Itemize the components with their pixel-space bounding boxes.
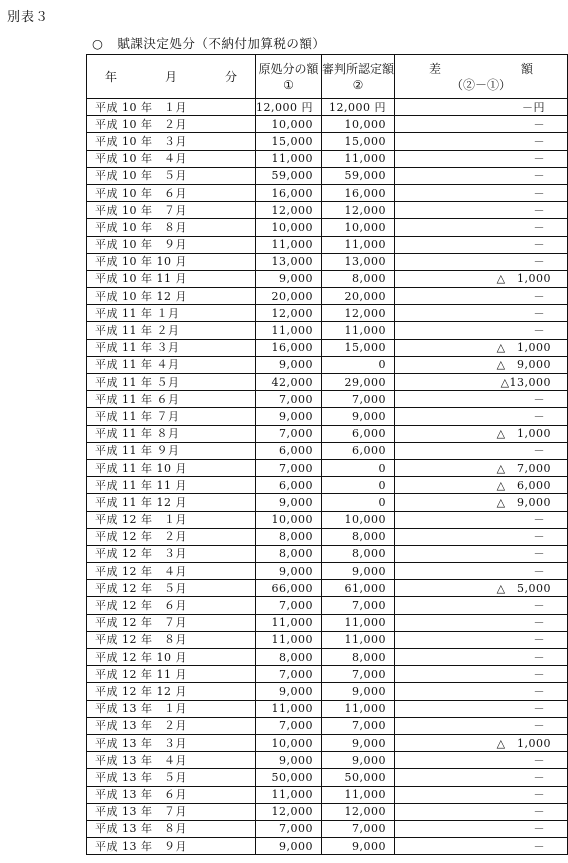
approved-amount-cell: 0 bbox=[322, 477, 395, 494]
original-amount-cell: 9,000 bbox=[256, 408, 322, 425]
month-cell: 平成 10 年 ４月 bbox=[87, 150, 256, 167]
month-cell: 平成 13 年 ９月 bbox=[87, 838, 256, 855]
original-amount-cell: 7,000 bbox=[256, 666, 322, 683]
original-amount-cell: 7,000 bbox=[256, 597, 322, 614]
month-cell: 平成 12 年 ４月 bbox=[87, 563, 256, 580]
month-cell: 平成 11 年 １月 bbox=[87, 305, 256, 322]
table-row bbox=[87, 477, 568, 494]
approved-amount-cell: 10,000 bbox=[322, 511, 395, 528]
approved-amount-cell: 9,000 bbox=[322, 408, 395, 425]
month-cell: 平成 13 年 ７月 bbox=[87, 803, 256, 820]
approved-amount-cell: 0 bbox=[322, 459, 395, 476]
approved-amount-cell: 7,000 bbox=[322, 666, 395, 683]
approved-amount-cell: 10,000 bbox=[322, 219, 395, 236]
approved-amount-cell: 11,000 bbox=[322, 236, 395, 253]
month-cell: 平成 11 年 10 月 bbox=[87, 459, 256, 476]
original-amount-cell: 11,000 bbox=[256, 236, 322, 253]
table-row bbox=[87, 545, 568, 562]
month-cell: 平成 11 年 ９月 bbox=[87, 442, 256, 459]
month-cell: 平成 10 年 １月 bbox=[87, 99, 256, 116]
original-amount-cell: 8,000 bbox=[256, 528, 322, 545]
table-row bbox=[87, 374, 568, 391]
table-row bbox=[87, 717, 568, 734]
approved-amount-cell: 7,000 bbox=[322, 597, 395, 614]
approved-amount-cell: 12,000 bbox=[322, 202, 395, 219]
difference-cell: － bbox=[395, 133, 568, 150]
table-row bbox=[87, 494, 568, 511]
difference-cell: － bbox=[395, 683, 568, 700]
table-row bbox=[87, 649, 568, 666]
month-cell: 平成 11 年 12 月 bbox=[87, 494, 256, 511]
month-cell: 平成 10 年 ２月 bbox=[87, 116, 256, 133]
month-cell: 平成 11 年 ４月 bbox=[87, 356, 256, 373]
table-row bbox=[87, 666, 568, 683]
difference-cell: － bbox=[395, 116, 568, 133]
original-amount-cell: 7,000 bbox=[256, 717, 322, 734]
month-cell: 平成 12 年 ５月 bbox=[87, 580, 256, 597]
table-row bbox=[87, 184, 568, 201]
approved-amount-cell: 11,000 bbox=[322, 631, 395, 648]
difference-cell: － bbox=[395, 700, 568, 717]
original-amount-cell: 7,000 bbox=[256, 459, 322, 476]
table-row bbox=[87, 511, 568, 528]
difference-cell: △ 1,000 bbox=[395, 270, 568, 287]
original-amount-cell: 12,000 bbox=[256, 803, 322, 820]
month-cell: 平成 13 年 ６月 bbox=[87, 786, 256, 803]
table-row bbox=[87, 408, 568, 425]
month-cell: 平成 12 年 ８月 bbox=[87, 631, 256, 648]
table-row bbox=[87, 614, 568, 631]
difference-cell: － bbox=[395, 219, 568, 236]
original-amount-cell: 50,000 bbox=[256, 769, 322, 786]
difference-cell: － bbox=[395, 150, 568, 167]
difference-cell: △13,000 bbox=[395, 374, 568, 391]
approved-amount-cell: 6,000 bbox=[322, 442, 395, 459]
approved-amount-cell: 50,000 bbox=[322, 769, 395, 786]
difference-cell: － bbox=[395, 442, 568, 459]
table-row bbox=[87, 459, 568, 476]
month-cell: 平成 11 年 ５月 bbox=[87, 374, 256, 391]
original-amount-cell: 10,000 bbox=[256, 116, 322, 133]
table-row bbox=[87, 838, 568, 855]
table-row bbox=[87, 167, 568, 184]
original-amount-cell: 9,000 bbox=[256, 356, 322, 373]
column-header-difference bbox=[395, 55, 568, 99]
month-cell: 平成 11 年 ６月 bbox=[87, 391, 256, 408]
original-amount-cell: 8,000 bbox=[256, 649, 322, 666]
table-row bbox=[87, 820, 568, 837]
difference-cell: △ 6,000 bbox=[395, 477, 568, 494]
column-header-month: 年 月 分 bbox=[87, 55, 256, 99]
month-cell: 平成 12 年 ２月 bbox=[87, 528, 256, 545]
original-amount-cell: 16,000 bbox=[256, 184, 322, 201]
approved-amount-cell: 12,000 bbox=[322, 305, 395, 322]
table-row bbox=[87, 528, 568, 545]
difference-cell: － bbox=[395, 631, 568, 648]
month-cell: 平成 12 年 10 月 bbox=[87, 649, 256, 666]
original-amount-cell: 6,000 bbox=[256, 442, 322, 459]
column-header-difference-label: 差 額 bbox=[429, 61, 568, 76]
original-amount-cell: 7,000 bbox=[256, 820, 322, 837]
month-cell: 平成 12 年 12 月 bbox=[87, 683, 256, 700]
difference-cell: △ 9,000 bbox=[395, 494, 568, 511]
difference-cell: － bbox=[395, 408, 568, 425]
month-cell: 平成 10 年 10 月 bbox=[87, 253, 256, 270]
table-row bbox=[87, 288, 568, 305]
table-row bbox=[87, 322, 568, 339]
table-row bbox=[87, 683, 568, 700]
difference-cell: － bbox=[395, 528, 568, 545]
month-cell: 平成 11 年 11 月 bbox=[87, 477, 256, 494]
month-cell: 平成 11 年 ８月 bbox=[87, 425, 256, 442]
table-row bbox=[87, 580, 568, 597]
table-row bbox=[87, 425, 568, 442]
difference-cell: － bbox=[395, 563, 568, 580]
month-cell: 平成 12 年 １月 bbox=[87, 511, 256, 528]
approved-amount-cell: 0 bbox=[322, 494, 395, 511]
difference-cell: － bbox=[395, 391, 568, 408]
original-amount-cell: 7,000 bbox=[256, 425, 322, 442]
approved-amount-cell: 7,000 bbox=[322, 391, 395, 408]
difference-cell: － bbox=[395, 202, 568, 219]
difference-cell: － bbox=[395, 597, 568, 614]
approved-amount-cell: 59,000 bbox=[322, 167, 395, 184]
approved-amount-cell: 8,000 bbox=[322, 545, 395, 562]
approved-amount-cell: 0 bbox=[322, 356, 395, 373]
approved-amount-cell: 11,000 bbox=[322, 322, 395, 339]
difference-cell: － bbox=[395, 786, 568, 803]
table-row bbox=[87, 150, 568, 167]
table-row bbox=[87, 133, 568, 150]
month-cell: 平成 10 年 ７月 bbox=[87, 202, 256, 219]
approved-amount-cell: 15,000 bbox=[322, 133, 395, 150]
approved-amount-cell: 11,000 bbox=[322, 786, 395, 803]
difference-cell: △ 1,000 bbox=[395, 734, 568, 751]
original-amount-cell: 12,000 bbox=[256, 305, 322, 322]
approved-amount-cell: 9,000 bbox=[322, 838, 395, 855]
original-amount-cell: 11,000 bbox=[256, 614, 322, 631]
section-title bbox=[92, 34, 325, 52]
difference-cell: － bbox=[395, 236, 568, 253]
column-header-approved bbox=[322, 55, 395, 99]
original-amount-cell: 9,000 bbox=[256, 494, 322, 511]
month-cell: 平成 10 年 ３月 bbox=[87, 133, 256, 150]
month-cell: 平成 10 年 ６月 bbox=[87, 184, 256, 201]
approved-amount-cell: 6,000 bbox=[322, 425, 395, 442]
month-cell: 平成 12 年 ６月 bbox=[87, 597, 256, 614]
difference-cell: － bbox=[395, 253, 568, 270]
column-header-difference-formula: （②－①） bbox=[451, 77, 512, 92]
section-title-text: 賦課決定処分（不納付加算税の額） bbox=[117, 36, 326, 51]
original-amount-cell: 12,000 bbox=[256, 202, 322, 219]
approved-amount-cell: 9,000 bbox=[322, 734, 395, 751]
table-row bbox=[87, 219, 568, 236]
original-amount-cell: 11,000 bbox=[256, 322, 322, 339]
approved-amount-cell: 11,000 bbox=[322, 700, 395, 717]
table-header-row bbox=[87, 55, 568, 99]
original-amount-cell: 9,000 bbox=[256, 563, 322, 580]
table-row bbox=[87, 236, 568, 253]
table-row bbox=[87, 700, 568, 717]
original-amount-cell: 9,000 bbox=[256, 683, 322, 700]
table-row bbox=[87, 803, 568, 820]
original-amount-cell: 11,000 bbox=[256, 700, 322, 717]
original-amount-cell: 59,000 bbox=[256, 167, 322, 184]
table-row bbox=[87, 734, 568, 751]
difference-cell: － bbox=[395, 803, 568, 820]
approved-amount-cell: 8,000 bbox=[322, 528, 395, 545]
table-row bbox=[87, 631, 568, 648]
difference-cell: － bbox=[395, 820, 568, 837]
approved-amount-cell: 11,000 bbox=[322, 614, 395, 631]
month-cell: 平成 13 年 ４月 bbox=[87, 752, 256, 769]
month-cell: 平成 13 年 ８月 bbox=[87, 820, 256, 837]
original-amount-cell: 11,000 bbox=[256, 150, 322, 167]
original-amount-cell: 11,000 bbox=[256, 786, 322, 803]
month-cell: 平成 12 年 ３月 bbox=[87, 545, 256, 562]
difference-cell: － bbox=[395, 305, 568, 322]
column-header-approved-label: 審判所認定額 bbox=[322, 61, 395, 76]
table-row bbox=[87, 253, 568, 270]
approved-amount-cell: 61,000 bbox=[322, 580, 395, 597]
month-cell: 平成 13 年 ２月 bbox=[87, 717, 256, 734]
difference-cell: △ 7,000 bbox=[395, 459, 568, 476]
approved-amount-cell: 20,000 bbox=[322, 288, 395, 305]
difference-cell: － bbox=[395, 838, 568, 855]
month-cell: 平成 13 年 ３月 bbox=[87, 734, 256, 751]
original-amount-cell: 10,000 bbox=[256, 511, 322, 528]
approved-amount-cell: 12,000 円 bbox=[322, 99, 395, 116]
approved-amount-cell: 12,000 bbox=[322, 803, 395, 820]
approved-amount-cell: 9,000 bbox=[322, 563, 395, 580]
table-row bbox=[87, 769, 568, 786]
approved-amount-cell: 29,000 bbox=[322, 374, 395, 391]
table-row bbox=[87, 116, 568, 133]
difference-cell: △ 9,000 bbox=[395, 356, 568, 373]
original-amount-cell: 7,000 bbox=[256, 391, 322, 408]
difference-cell: － bbox=[395, 322, 568, 339]
table-row bbox=[87, 563, 568, 580]
approved-amount-cell: 7,000 bbox=[322, 717, 395, 734]
difference-cell: △ 5,000 bbox=[395, 580, 568, 597]
table-row bbox=[87, 339, 568, 356]
month-cell: 平成 10 年 ８月 bbox=[87, 219, 256, 236]
original-amount-cell: 12,000 円 bbox=[256, 99, 322, 116]
month-cell: 平成 13 年 ５月 bbox=[87, 769, 256, 786]
difference-cell: － bbox=[395, 184, 568, 201]
table-row bbox=[87, 270, 568, 287]
table-row bbox=[87, 202, 568, 219]
difference-cell: － bbox=[395, 614, 568, 631]
table-row bbox=[87, 391, 568, 408]
approved-amount-cell: 13,000 bbox=[322, 253, 395, 270]
assessment-table bbox=[86, 54, 568, 855]
table-row bbox=[87, 597, 568, 614]
column-header-original-marker: ① bbox=[283, 77, 294, 92]
month-cell: 平成 10 年 ９月 bbox=[87, 236, 256, 253]
original-amount-cell: 16,000 bbox=[256, 339, 322, 356]
month-cell: 平成 11 年 ７月 bbox=[87, 408, 256, 425]
approved-amount-cell: 8,000 bbox=[322, 270, 395, 287]
month-cell: 平成 10 年 ５月 bbox=[87, 167, 256, 184]
difference-cell: － bbox=[395, 288, 568, 305]
approved-amount-cell: 9,000 bbox=[322, 683, 395, 700]
original-amount-cell: 15,000 bbox=[256, 133, 322, 150]
original-amount-cell: 10,000 bbox=[256, 734, 322, 751]
original-amount-cell: 9,000 bbox=[256, 270, 322, 287]
table-row bbox=[87, 442, 568, 459]
difference-cell: － bbox=[395, 717, 568, 734]
approved-amount-cell: 11,000 bbox=[322, 150, 395, 167]
month-cell: 平成 12 年 11 月 bbox=[87, 666, 256, 683]
original-amount-cell: 10,000 bbox=[256, 219, 322, 236]
table-row bbox=[87, 786, 568, 803]
column-header-approved-marker: ② bbox=[352, 77, 364, 92]
original-amount-cell: 9,000 bbox=[256, 838, 322, 855]
column-header-original-label: 原処分の額 bbox=[258, 61, 319, 76]
month-cell: 平成 10 年 11 月 bbox=[87, 270, 256, 287]
table-row bbox=[87, 356, 568, 373]
month-cell: 平成 11 年 ３月 bbox=[87, 339, 256, 356]
original-amount-cell: 42,000 bbox=[256, 374, 322, 391]
original-amount-cell: 66,000 bbox=[256, 580, 322, 597]
month-cell: 平成 12 年 ７月 bbox=[87, 614, 256, 631]
difference-cell: － bbox=[395, 545, 568, 562]
difference-cell: －円 bbox=[395, 99, 568, 116]
table-row bbox=[87, 752, 568, 769]
table-row bbox=[87, 305, 568, 322]
approved-amount-cell: 9,000 bbox=[322, 752, 395, 769]
difference-cell: － bbox=[395, 666, 568, 683]
difference-cell: － bbox=[395, 649, 568, 666]
month-cell: 平成 13 年 １月 bbox=[87, 700, 256, 717]
approved-amount-cell: 7,000 bbox=[322, 820, 395, 837]
column-header-original bbox=[256, 55, 322, 99]
original-amount-cell: 20,000 bbox=[256, 288, 322, 305]
original-amount-cell: 8,000 bbox=[256, 545, 322, 562]
approved-amount-cell: 16,000 bbox=[322, 184, 395, 201]
document-label: 別表３ bbox=[7, 10, 50, 25]
difference-cell: △ 1,000 bbox=[395, 339, 568, 356]
difference-cell: － bbox=[395, 511, 568, 528]
month-cell: 平成 11 年 ２月 bbox=[87, 322, 256, 339]
approved-amount-cell: 8,000 bbox=[322, 649, 395, 666]
difference-cell: － bbox=[395, 167, 568, 184]
table-body bbox=[87, 99, 568, 855]
approved-amount-cell: 10,000 bbox=[322, 116, 395, 133]
original-amount-cell: 13,000 bbox=[256, 253, 322, 270]
table-row bbox=[87, 99, 568, 116]
difference-cell: － bbox=[395, 769, 568, 786]
month-cell: 平成 10 年 12 月 bbox=[87, 288, 256, 305]
original-amount-cell: 9,000 bbox=[256, 752, 322, 769]
approved-amount-cell: 15,000 bbox=[322, 339, 395, 356]
original-amount-cell: 11,000 bbox=[256, 631, 322, 648]
original-amount-cell: 6,000 bbox=[256, 477, 322, 494]
difference-cell: － bbox=[395, 752, 568, 769]
circle-bullet-icon: ○ bbox=[92, 36, 104, 51]
difference-cell: △ 1,000 bbox=[395, 425, 568, 442]
